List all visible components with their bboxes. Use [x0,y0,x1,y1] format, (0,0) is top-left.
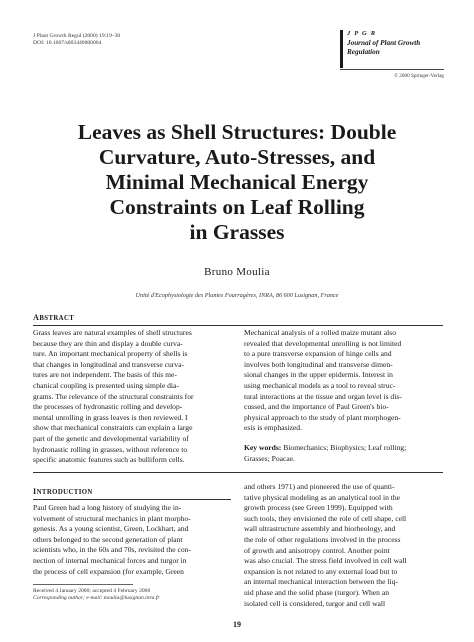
abstract-line: Grass leaves are natural examples of shell structures [33,328,192,337]
journal-divider [340,69,444,70]
body-line: volvement of structural mechanics in plant morpho- [33,513,191,523]
body-line: genesis. As a young scientist, Green, Lockhart, and [33,524,189,534]
abstract-line: the processes of hydronastic rolling and develop- [33,402,183,412]
footnote [33,588,160,602]
introduction-heading-rest: NTRODUCTION [36,489,93,496]
title-line: Minimal Mechanical Energy [105,170,369,194]
title-line: in Grasses [189,220,285,244]
abstract-line: Mechanical analysis of a rolled maize mutant also [244,328,397,337]
journal-name-line: Journal of Plant Growth [347,39,421,47]
introduction-rule [33,499,231,500]
received-dates: Received 4 January 2000; accepted 4 February 2000 [33,588,151,594]
title-line: Constraints on Leaf Rolling [109,195,365,219]
doi-line: DOI: 10.1007/s003440000004 [33,40,102,47]
abstract-line: esis is emphasized. [244,423,302,433]
abstract-line: physical approach to the study of plant morphogen- [244,412,401,422]
keywords-spacer [244,434,444,443]
abstract-heading-rest: BSTRACT [39,315,75,322]
author-affiliation: Unité d'Ecophysiologie des Plantes Fourragères, INRA, 86 600 Lusignan, France [135,292,339,299]
body-line: expansion is not related to any external load but to [244,566,398,576]
corresponding-author: Corresponding author; e-mail: moulia@lusignan.inra.fr [33,595,160,601]
introduction-heading [33,487,93,496]
body-line: and others 1971) and pioneered the use of quanti- [244,482,395,491]
keywords-line: Grasses; Poacae. [244,453,296,463]
abstract-line: that changes in longitudinal and transverse curva- [33,359,184,369]
introduction-heading-initial: I [33,487,37,496]
keywords-text: Biomechanics; Biophysics; Leaf rolling; [281,442,407,452]
body-line: tative physical modeling as an analytical tool in the [244,492,401,502]
abstract-line: show that mechanical constraints can explain a large [33,423,193,433]
body-line: nection of internal mechanical forces and turgor in [33,555,187,565]
citation-line: J Plant Growth Regul (2000) 19:19–30 [33,33,121,39]
body-line: of growth and anisotropy control. Another point [244,545,390,555]
abstract-line: tures are not independent. The basis of this me- [33,370,177,380]
abstract-line: grams. The relevance of the structural constraints for [33,391,194,401]
abstract-line: ture. An important mechanical property of shells is [33,349,188,359]
journal-abbreviation: J P G R [347,30,377,37]
abstract-line: hydronastic rolling in grasses, without reference to [33,444,188,454]
body-line: scientists who, in the 60s and 70s, revisited the con- [33,545,191,555]
abstract-line: involves both longitudinal and transverse dimen- [244,359,393,369]
article-title [40,120,434,245]
abstract-line: specific anatomic features such as bulliform cells. [33,455,185,465]
body-line: growth process (see Green 1999). Equipped with [244,503,393,513]
body-line: the process of cell expansion (for example, Green [33,566,184,576]
abstract-line: cussed, and the importance of Paul Green's bio- [244,402,389,412]
abstract-line: chanical coupling is presented using simple dia- [33,380,179,390]
journal-header [340,30,444,82]
introduction-right-column [244,482,444,609]
body-line: Paul Green had a long history of studying the in- [33,503,182,512]
abstract-line: revealed that developmental unrolling is not limited [244,338,402,348]
footnote-rule [33,584,133,585]
abstract-line: using mechanical models as a tool to reveal struc- [244,380,396,390]
abstract-heading [33,313,74,322]
page-number: 19 [233,620,241,629]
introduction-left-column [33,503,231,577]
abstract-line: because they are thin and display a double curva- [33,338,183,348]
body-line: isolated cell is considered, turgor and cell wall [244,598,386,608]
body-line: was also crucial. The stress field involved in cell wall [244,556,407,566]
citation-block [33,33,120,47]
abstract-line: tural interactions at the tissue and organ level is dis- [244,391,402,401]
keywords-line [244,443,444,454]
abstract-bottom-rule [33,472,443,473]
body-line: others belonged to the second generation of plant [33,534,183,544]
body-line: such tools, they envisioned the role of cell shape, cell [244,513,407,523]
copyright-notice: © 2000 Springer-Verlag [394,73,444,79]
journal-name [347,39,442,56]
abstract-line: mental unrolling in grass leaves is then reviewed. I [33,412,188,422]
abstract-heading-initial: A [33,313,40,322]
keywords-label: Key words: [244,442,282,452]
journal-logo-icon [340,30,343,68]
body-line: an internal mechanical interaction between the liq- [244,577,398,587]
abstract-right-column [244,328,444,464]
body-line: uid phase and the solid phase (turgor). When an [244,587,390,597]
abstract-rule [33,325,443,326]
abstract-line: part of the genetic and developmental variability of [33,433,189,443]
body-line: the role of other regulations involved in the process [244,534,401,544]
abstract-line: sional changes in the upper epidermis. Interest in [244,370,393,380]
abstract-left-column [33,328,231,466]
abstract-line: to a pure transverse expansion of hinge cells and [244,349,392,359]
body-line: wall ultrastructure assembly and biorheology, and [244,524,396,534]
author-name: Bruno Moulia [204,266,270,278]
journal-name-line: Regulation [347,47,380,56]
title-line: Leaves as Shell Structures: Double [77,120,397,144]
title-line: Curvature, Auto-Stresses, and [98,145,376,169]
